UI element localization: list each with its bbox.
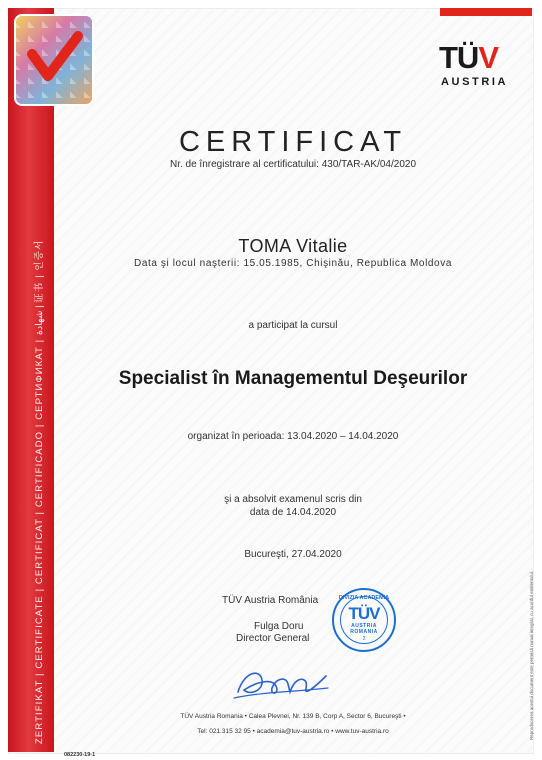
holder-name: TOMA Vitalie bbox=[238, 236, 348, 256]
footer-contact: Tel: 021.315 32 95 • academia@tuv-austria.ro • www.tuv-austria.ro bbox=[197, 728, 389, 735]
official-stamp bbox=[332, 588, 396, 652]
checkmark-icon bbox=[14, 14, 94, 106]
registration-number: Nr. de înregistrare al certificatului: 430/TAR-AK/04/2020 bbox=[169, 159, 417, 170]
stamp-mark: TÜV bbox=[348, 604, 380, 623]
side-note: Reproducerea acestui document este permisă numai integral, cu acordul emitentului. bbox=[529, 570, 534, 740]
place-date: Bucureşti, 27.04.2020 bbox=[244, 549, 342, 560]
birth-info: Data şi locul naşterii: 15.05.1985, Chişinău, Republica Moldova bbox=[134, 258, 452, 269]
side-band-text: ZERTIFIKAT | CERTIFICATE | CERTIFICAT | CERTIFICADO | СЕРТИФИКАТ | شهادة | 证书 | 인증서 bbox=[34, 239, 45, 744]
exam-text-line1: şi a absolvit examenul scris din bbox=[224, 494, 362, 505]
stamp-top-text: DIVIZIA ACADEMIA bbox=[338, 595, 390, 601]
stamp-number: 2 bbox=[362, 636, 366, 642]
course-period: organizat în perioada: 13.04.2020 – 14.04.2020 bbox=[187, 431, 399, 442]
tuv-logo-country: AUSTRIA bbox=[441, 76, 509, 88]
signatory-organization: TÜV Austria România bbox=[222, 595, 319, 606]
signatory-role: Director General bbox=[236, 633, 310, 644]
certificate-title: CERTIFICAT bbox=[178, 126, 408, 158]
stamp-line1: AUSTRIA bbox=[351, 623, 377, 629]
course-title: Specialist în Managementul Deşeurilor bbox=[118, 368, 468, 389]
footer-address: TÜV Austria Romania • Calea Plevnei, Nr. 139 B, Corp A, Sector 6, Bucureşti • bbox=[180, 713, 406, 720]
handwritten-signature bbox=[232, 662, 332, 704]
academy-logo bbox=[14, 14, 94, 106]
tuv-logo bbox=[439, 40, 498, 76]
tuv-logo-v: V bbox=[478, 40, 499, 75]
top-red-stripe bbox=[440, 8, 532, 16]
stamp-line2: ROMANIA bbox=[350, 629, 378, 635]
participated-text: a participat la cursul bbox=[248, 320, 338, 331]
exam-text-line2: data de 14.04.2020 bbox=[249, 507, 337, 518]
document-number: 082230-19-1 bbox=[64, 752, 96, 758]
signatory-name: Fulga Doru bbox=[254, 621, 304, 632]
tuv-logo-prefix: TÜ bbox=[439, 40, 479, 75]
